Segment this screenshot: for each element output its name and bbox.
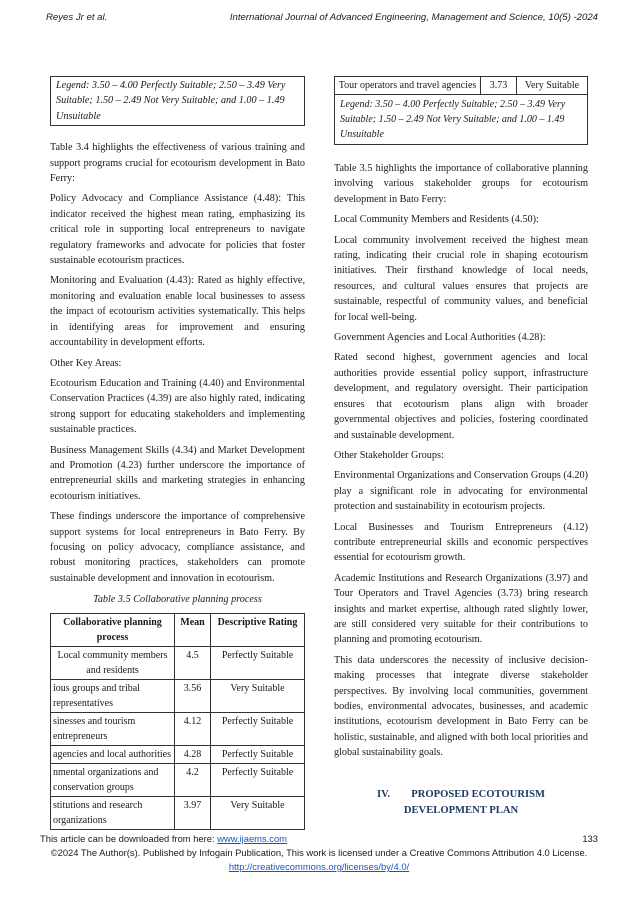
paragraph: Local Businesses and Tourism Entrepreneurs (4.12) contribute entrepreneurial skills and economic perspectives essential for ecotourism growth. bbox=[334, 521, 588, 564]
table-row bbox=[51, 712, 305, 745]
table-header-row bbox=[51, 613, 305, 646]
table-cell-group: stitutions and research organizations bbox=[51, 796, 175, 829]
table-legend-row bbox=[335, 95, 588, 145]
table-cell-mean: 4.2 bbox=[175, 763, 211, 796]
left-column bbox=[50, 76, 305, 830]
paragraph: Other Key Areas: bbox=[50, 357, 122, 369]
paragraph: Local community involvement received the highest mean rating, indicating their crucial role in shaping ecotourism initiatives. Their firsthand knowledge of local needs, resources, and cultural values ensures that projects are sustainable, respectful of community values, and beneficial for local well-being. bbox=[334, 234, 588, 323]
table-cell-group: Local community members and residents bbox=[51, 646, 175, 679]
download-text: This article can be downloaded from here: bbox=[40, 833, 218, 844]
table-cell-mean: 3.56 bbox=[175, 679, 211, 712]
table-header: Descriptive Rating bbox=[211, 613, 305, 646]
paragraph: Table 3.4 highlights the effectiveness of various training and support programs crucial for ecotourism development in Bato Ferry: bbox=[50, 142, 305, 185]
table-cell-group: nmental organizations and conservation groups bbox=[51, 763, 175, 796]
table-cell-mean: 3.97 bbox=[175, 796, 211, 829]
table-cell-mean: 4.5 bbox=[175, 646, 211, 679]
license-text: ©2024 The Author(s). Published by Infogain Publication, This work is licensed under a Creative Commons Attribution 4.0 License. bbox=[50, 847, 588, 858]
table-row bbox=[51, 745, 305, 763]
license-link[interactable]: http://creativecommons.org/licenses/by/4.0/ bbox=[228, 861, 410, 872]
paragraph: Other Stakeholder Groups: bbox=[334, 449, 444, 461]
table-cell-group: Tour operators and travel agencies bbox=[335, 77, 481, 95]
collaborative-planning-table-continued bbox=[334, 76, 588, 145]
table-cell-mean: 4.28 bbox=[175, 745, 211, 763]
paragraph: Rated second highest, government agencies and local authorities provide essential policy support, infrastructure development, and regulatory oversight. Their participation ensures that ecotourism plans align with broader governmental objectives and policies, fostering coordinated and sustainable development. bbox=[334, 352, 588, 441]
paragraph: Local Community Members and Residents (4.50): bbox=[334, 214, 539, 226]
table-cell-rating: Very Suitable bbox=[211, 679, 305, 712]
paragraph: Ecotourism Education and Training (4.40) and Environmental Conservation Practices (4.39) are also highly rated, indicating strong support for educating stakeholders and implementing sustainable practices. bbox=[50, 377, 305, 436]
paragraph: Policy Advocacy and Compliance Assistance (4.48): This indicator received the highest mean rating, emphasizing its critical role in supporting local entrepreneurs to navigate regulatory frameworks and advocate for policies that foster sustainable ecotourism practices. bbox=[50, 193, 305, 267]
table-header: Mean bbox=[175, 613, 211, 646]
table-cell-rating: Very Suitable bbox=[211, 796, 305, 829]
table-row bbox=[51, 763, 305, 796]
table-row bbox=[51, 679, 305, 712]
paragraph: Monitoring and Evaluation (4.43): Rated as highly effective, monitoring and evaluation enable local businesses to assess the impact of ecotourism activities systematically. This helps in identifying areas for improvement and ensuring accountability in development efforts. bbox=[50, 275, 305, 349]
table-caption: Table 3.5 Collaborative planning process bbox=[93, 594, 262, 606]
collaborative-planning-table bbox=[50, 613, 305, 830]
table-cell-rating: Very Suitable bbox=[517, 77, 588, 95]
right-column bbox=[334, 76, 588, 819]
table-cell-mean: 4.12 bbox=[175, 712, 211, 745]
paragraph: Academic Institutions and Research Organizations (3.97) and Tour Operators and Travel Agencies (3.73) bring research insights and market expertise, although rated slightly lower, are still considered very suitable for their contributions to planning and promoting ecotourism. bbox=[334, 572, 588, 646]
legend-box: Legend: 3.50 – 4.00 Perfectly Suitable; 2.50 – 3.49 Very Suitable; 1.50 – 2.49 Not Very Suitable; and 1.00 – 1.49 Unsuitable bbox=[335, 95, 588, 145]
section-number: IV. bbox=[377, 788, 391, 800]
table-cell-rating: Perfectly Suitable bbox=[211, 763, 305, 796]
table-row bbox=[51, 646, 305, 679]
table-cell-rating: Perfectly Suitable bbox=[211, 712, 305, 745]
table-cell-mean: 3.73 bbox=[481, 77, 517, 95]
header-authors: Reyes Jr et al. bbox=[46, 12, 108, 23]
section-heading bbox=[334, 787, 588, 819]
table-cell-group: ious groups and tribal representatives bbox=[51, 679, 175, 712]
table-cell-rating: Perfectly Suitable bbox=[211, 745, 305, 763]
header-journal: International Journal of Advanced Engineering, Management and Science, 10(5) -2024 bbox=[229, 12, 598, 23]
paragraph: Business Management Skills (4.34) and Market Development and Promotion (4.23) further underscore the importance of entrepreneurial skills and marketing strategies in enhancing ecotourism initiatives. bbox=[50, 444, 305, 502]
paragraph: These findings underscore the importance of comprehensive support systems for local entrepreneurs in Bato Ferry. By focusing on policy advocacy, compliance assistance, and robust monitoring practices, stakeholders can promote sustainable development and innovation in ecotourism. bbox=[50, 511, 305, 584]
section-title-line1: PROPOSED ECOTOURISM bbox=[411, 788, 545, 800]
table-header: Collaborative planning process bbox=[51, 613, 175, 646]
legend-box: Legend: 3.50 – 4.00 Perfectly Suitable; 2.50 – 3.49 Very Suitable; 1.50 – 2.49 Not Very Suitable; and 1.00 – 1.49 Unsuitable bbox=[50, 76, 305, 126]
table-cell-rating: Perfectly Suitable bbox=[211, 646, 305, 679]
paragraph: This data underscores the necessity of inclusive decision-making processes that integrate diverse stakeholder perspectives. By involving local communities, government bodies, environmental advocates, businesses, and academic institutions, ecotourism development in Bato Ferry can be holistic, sustainable, and aligned with both local priorities and global sustainability goals. bbox=[334, 654, 588, 759]
table-cell-group: sinesses and tourism entrepreneurs bbox=[51, 712, 175, 745]
paragraph: Government Agencies and Local Authorities (4.28): bbox=[334, 332, 546, 344]
table-cell-group: agencies and local authorities bbox=[51, 745, 175, 763]
paragraph: Table 3.5 highlights the importance of collaborative planning involving various stakeholder groups for ecotourism development in Bato Ferry: bbox=[334, 163, 588, 205]
section-title-line2: DEVELOPMENT PLAN bbox=[403, 804, 519, 816]
table-row bbox=[51, 796, 305, 829]
table-row bbox=[335, 77, 588, 95]
paragraph: Environmental Organizations and Conservation Groups (4.20) play a significant role in advocating for environmental protection and sustainability in ecotourism projects. bbox=[334, 470, 588, 513]
journal-link[interactable]: www.ijaems.com bbox=[217, 833, 287, 844]
page-number: 133 bbox=[582, 833, 598, 844]
